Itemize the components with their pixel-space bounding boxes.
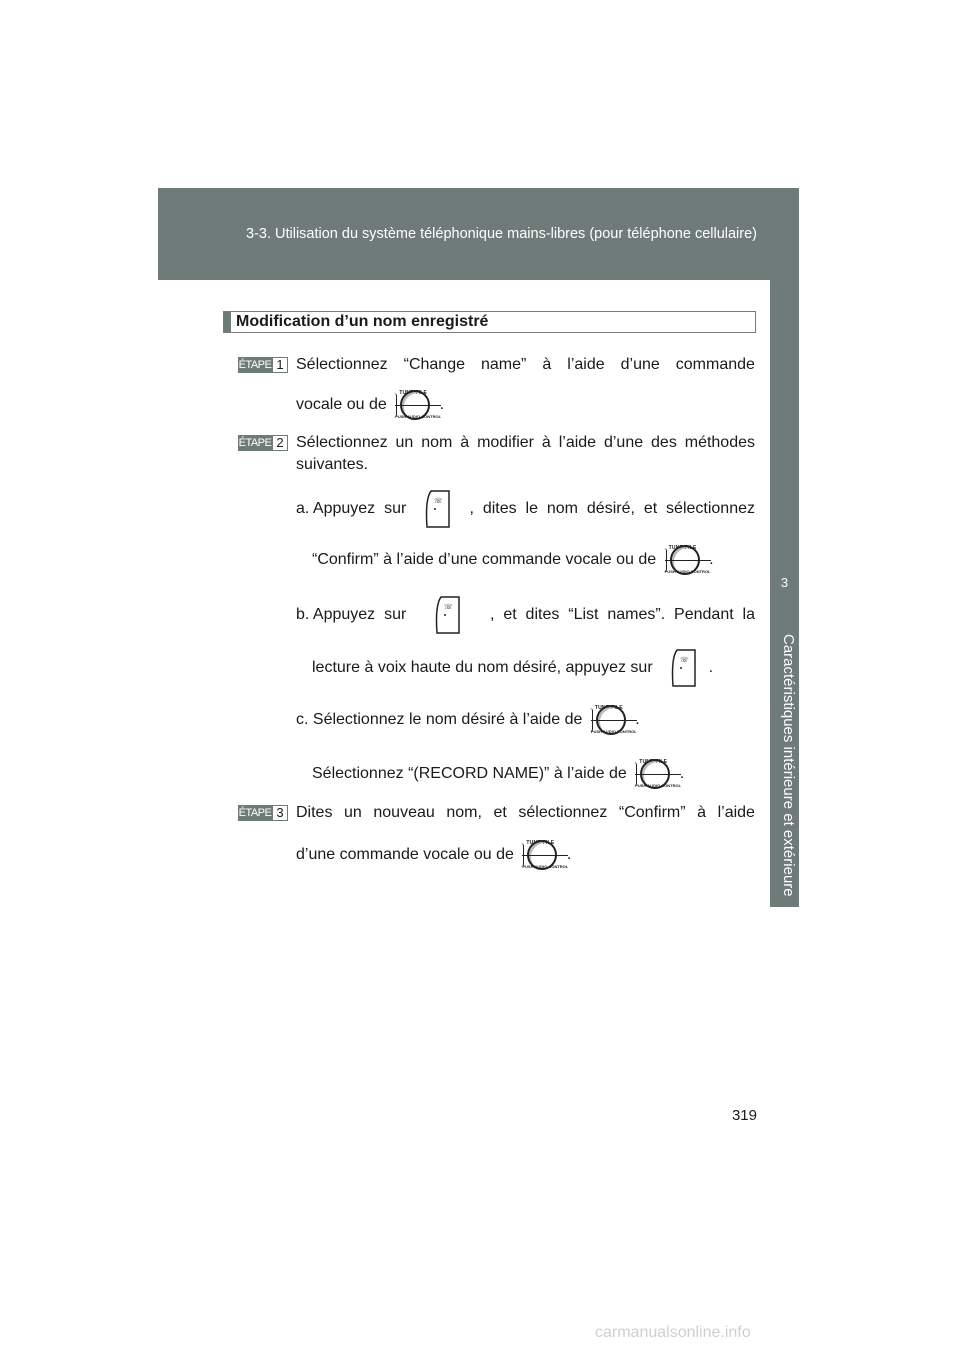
chapter-side-label: Caractéristiques intérieure et extérieure [780,633,797,897]
svg-text:☏: ☏ [679,656,689,664]
page-number: 319 [731,1107,757,1124]
option-b-line-2: lecture à voix haute du nom désiré, appuyez sur ☏ . [312,648,713,688]
talk-switch-icon [669,648,699,688]
heading-accent-bar [224,312,231,332]
step-number: 1 [272,357,288,373]
step-word: ÉTAPE [238,359,272,371]
step-2-line-1: Sélectionnez un nom à modifier à l’aide d’une des méthodes [296,434,755,451]
step-2-line-2: suivantes. [296,456,369,473]
option-a-line-1: a. Appuyez sur ☏ , dites le nom désiré, et sélectionnez [296,489,755,529]
section-heading [223,311,756,333]
tune-file-knob-icon: TUNE·FILE PUSH AUDIO CONTROL [587,698,631,742]
step-number: 2 [272,435,288,451]
svg-text:☏: ☏ [433,497,443,505]
svg-text:☏: ☏ [444,603,453,611]
step-1-line-2: vocale ou de TUNE·FILE PUSH AUDIO CONTROL . [296,383,444,427]
option-c-line-1: c. Sélectionnez le nom désiré à l’aide de TUNE·FILE PUSH AUDIO CONTROL . [296,698,640,742]
option-b-line-1: b. Appuyez sur ☏ , et dites “List names”. Pendant la [296,595,755,635]
chapter-title: 3-3. Utilisation du système téléphonique mains-libres (pour téléphone cellulaire) [246,226,757,242]
watermark[interactable]: carmanualsonline.info [595,1324,751,1341]
talk-switch-icon [433,595,463,635]
talk-switch-icon [423,489,453,529]
step-badge-3 [238,805,288,821]
step-word: ÉTAPE [238,807,272,819]
step-number: 3 [272,805,288,821]
step-badge-1 [238,357,288,373]
tune-file-knob-icon: TUNE·FILE PUSH AUDIO CONTROL [661,538,705,582]
step-3-line-2: d’une commande vocale ou de TUNE·FILE PUSH AUDIO CONTROL . [296,833,571,877]
chapter-number: 3 [780,575,789,590]
step-word: ÉTAPE [238,437,272,449]
tune-file-knob-icon: TUNE·FILE PUSH AUDIO CONTROL [518,833,562,877]
chapter-side-tab [770,280,799,907]
option-c-line-2: Sélectionnez “(RECORD NAME)” à l’aide de TUNE·FILE PUSH AUDIO CONTROL . [312,752,684,796]
chapter-header [158,188,799,280]
step-badge-2 [238,435,288,451]
tune-file-knob-icon: TUNE·FILE PUSH AUDIO CONTROL [391,383,435,427]
step-1-line-1: Sélectionnez “Change name” à l’aide d’une commande [296,356,755,373]
step-3-line-1: Dites un nouveau nom, et sélectionnez “Confirm” à l’aide [296,804,755,821]
option-a-line-2: “Confirm” à l’aide d’une commande vocale ou de TUNE·FILE PUSH AUDIO CONTROL . [312,538,714,582]
section-title: Modification d’un nom enregistré [236,313,489,330]
tune-file-knob-icon: TUNE·FILE PUSH AUDIO CONTROL [631,752,675,796]
